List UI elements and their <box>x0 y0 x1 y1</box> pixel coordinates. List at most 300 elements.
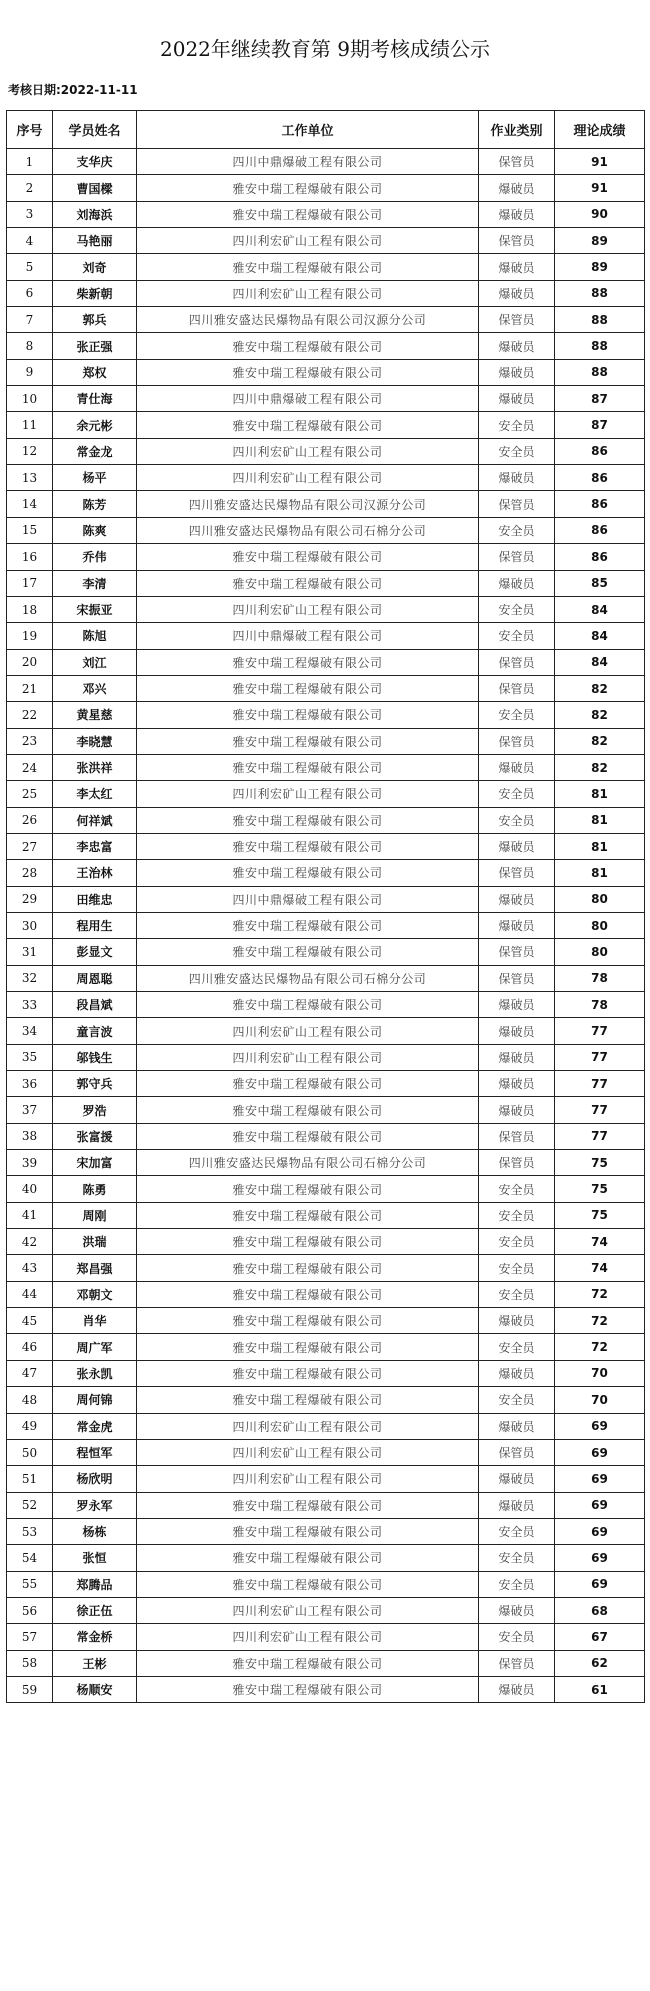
cell-name: 乔伟 <box>53 544 137 570</box>
cell-score: 81 <box>555 833 645 859</box>
cell-unit: 四川中鼎爆破工程有限公司 <box>137 386 479 412</box>
cell-index: 20 <box>7 649 53 675</box>
cell-index: 55 <box>7 1571 53 1597</box>
cell-category: 保管员 <box>479 649 555 675</box>
cell-index: 22 <box>7 702 53 728</box>
cell-unit: 雅安中瑞工程爆破有限公司 <box>137 1334 479 1360</box>
cell-index: 3 <box>7 201 53 227</box>
cell-category: 爆破员 <box>479 833 555 859</box>
cell-score: 82 <box>555 675 645 701</box>
cell-score: 68 <box>555 1597 645 1623</box>
cell-index: 48 <box>7 1387 53 1413</box>
cell-name: 周何锦 <box>53 1387 137 1413</box>
cell-index: 57 <box>7 1624 53 1650</box>
cell-category: 爆破员 <box>479 1018 555 1044</box>
cell-name: 程用生 <box>53 912 137 938</box>
cell-index: 12 <box>7 438 53 464</box>
cell-name: 周广军 <box>53 1334 137 1360</box>
cell-category: 保管员 <box>479 939 555 965</box>
cell-unit: 雅安中瑞工程爆破有限公司 <box>137 728 479 754</box>
cell-unit: 雅安中瑞工程爆破有限公司 <box>137 1545 479 1571</box>
cell-score: 72 <box>555 1334 645 1360</box>
cell-unit: 雅安中瑞工程爆破有限公司 <box>137 1518 479 1544</box>
cell-unit: 雅安中瑞工程爆破有限公司 <box>137 359 479 385</box>
cell-unit: 雅安中瑞工程爆破有限公司 <box>137 992 479 1018</box>
cell-unit: 四川利宏矿山工程有限公司 <box>137 1624 479 1650</box>
cell-name: 刘江 <box>53 649 137 675</box>
cell-unit: 雅安中瑞工程爆破有限公司 <box>137 544 479 570</box>
cell-category: 爆破员 <box>479 570 555 596</box>
table-row <box>7 1545 645 1571</box>
cell-unit: 四川利宏矿山工程有限公司 <box>137 1018 479 1044</box>
cell-index: 31 <box>7 939 53 965</box>
cell-score: 80 <box>555 912 645 938</box>
cell-unit: 雅安中瑞工程爆破有限公司 <box>137 1281 479 1307</box>
cell-index: 44 <box>7 1281 53 1307</box>
cell-score: 69 <box>555 1518 645 1544</box>
table-row <box>7 728 645 754</box>
cell-index: 47 <box>7 1360 53 1386</box>
cell-unit: 雅安中瑞工程爆破有限公司 <box>137 412 479 438</box>
cell-index: 59 <box>7 1676 53 1702</box>
cell-unit: 四川利宏矿山工程有限公司 <box>137 465 479 491</box>
cell-name: 柴新朝 <box>53 280 137 306</box>
cell-score: 91 <box>555 149 645 175</box>
cell-category: 爆破员 <box>479 754 555 780</box>
cell-score: 86 <box>555 438 645 464</box>
cell-category: 爆破员 <box>479 1597 555 1623</box>
cell-category: 安全员 <box>479 412 555 438</box>
cell-index: 41 <box>7 1202 53 1228</box>
cell-index: 53 <box>7 1518 53 1544</box>
header-unit: 工作单位 <box>137 111 479 149</box>
cell-index: 24 <box>7 754 53 780</box>
cell-index: 15 <box>7 517 53 543</box>
cell-category: 安全员 <box>479 1281 555 1307</box>
cell-category: 保管员 <box>479 228 555 254</box>
table-row <box>7 886 645 912</box>
cell-category: 安全员 <box>479 781 555 807</box>
cell-category: 安全员 <box>479 1545 555 1571</box>
table-row <box>7 1518 645 1544</box>
cell-unit: 四川利宏矿山工程有限公司 <box>137 1466 479 1492</box>
scores-table <box>6 110 645 1703</box>
cell-name: 杨欣明 <box>53 1466 137 1492</box>
cell-index: 2 <box>7 175 53 201</box>
cell-name: 张洪祥 <box>53 754 137 780</box>
cell-unit: 四川利宏矿山工程有限公司 <box>137 781 479 807</box>
cell-index: 35 <box>7 1044 53 1070</box>
table-row <box>7 1281 645 1307</box>
cell-score: 74 <box>555 1255 645 1281</box>
cell-index: 45 <box>7 1308 53 1334</box>
cell-unit: 雅安中瑞工程爆破有限公司 <box>137 1097 479 1123</box>
cell-name: 陈勇 <box>53 1176 137 1202</box>
table-row <box>7 1597 645 1623</box>
cell-name: 杨栋 <box>53 1518 137 1544</box>
cell-category: 爆破员 <box>479 201 555 227</box>
cell-index: 18 <box>7 596 53 622</box>
cell-score: 81 <box>555 860 645 886</box>
cell-name: 李晓慧 <box>53 728 137 754</box>
table-row <box>7 1466 645 1492</box>
cell-name: 李太红 <box>53 781 137 807</box>
cell-category: 爆破员 <box>479 1044 555 1070</box>
cell-category: 爆破员 <box>479 912 555 938</box>
cell-index: 51 <box>7 1466 53 1492</box>
cell-unit: 四川雅安盛达民爆物品有限公司石棉分公司 <box>137 1150 479 1176</box>
header-score: 理论成绩 <box>555 111 645 149</box>
cell-score: 81 <box>555 781 645 807</box>
cell-name: 常金虎 <box>53 1413 137 1439</box>
cell-index: 9 <box>7 359 53 385</box>
cell-index: 5 <box>7 254 53 280</box>
cell-unit: 雅安中瑞工程爆破有限公司 <box>137 860 479 886</box>
cell-name: 郭守兵 <box>53 1071 137 1097</box>
cell-category: 爆破员 <box>479 333 555 359</box>
cell-name: 宋加富 <box>53 1150 137 1176</box>
cell-score: 77 <box>555 1123 645 1149</box>
table-row <box>7 438 645 464</box>
cell-index: 38 <box>7 1123 53 1149</box>
cell-name: 余元彬 <box>53 412 137 438</box>
cell-unit: 四川利宏矿山工程有限公司 <box>137 280 479 306</box>
cell-category: 爆破员 <box>479 175 555 201</box>
cell-index: 42 <box>7 1229 53 1255</box>
table-body <box>7 149 645 1703</box>
cell-category: 爆破员 <box>479 1360 555 1386</box>
cell-score: 69 <box>555 1571 645 1597</box>
cell-index: 29 <box>7 886 53 912</box>
cell-category: 安全员 <box>479 1334 555 1360</box>
cell-category: 保管员 <box>479 1439 555 1465</box>
cell-unit: 雅安中瑞工程爆破有限公司 <box>137 1123 479 1149</box>
cell-name: 曹国樑 <box>53 175 137 201</box>
page-title: 2022年继续教育第 9期考核成绩公示 <box>160 37 490 61</box>
cell-name: 郭兵 <box>53 307 137 333</box>
cell-unit: 四川利宏矿山工程有限公司 <box>137 1413 479 1439</box>
cell-index: 26 <box>7 807 53 833</box>
table-row <box>7 175 645 201</box>
cell-name: 何祥斌 <box>53 807 137 833</box>
cell-score: 82 <box>555 728 645 754</box>
cell-category: 安全员 <box>479 1571 555 1597</box>
cell-index: 33 <box>7 992 53 1018</box>
cell-unit: 四川利宏矿山工程有限公司 <box>137 438 479 464</box>
cell-unit: 雅安中瑞工程爆破有限公司 <box>137 912 479 938</box>
cell-unit: 四川中鼎爆破工程有限公司 <box>137 149 479 175</box>
cell-category: 安全员 <box>479 1176 555 1202</box>
table-row <box>7 1071 645 1097</box>
cell-name: 彭显文 <box>53 939 137 965</box>
table-row <box>7 1176 645 1202</box>
cell-category: 保管员 <box>479 965 555 991</box>
cell-score: 88 <box>555 280 645 306</box>
cell-index: 36 <box>7 1071 53 1097</box>
table-row <box>7 807 645 833</box>
table-row <box>7 1150 645 1176</box>
cell-score: 78 <box>555 992 645 1018</box>
cell-index: 19 <box>7 623 53 649</box>
cell-score: 75 <box>555 1176 645 1202</box>
cell-name: 洪瑞 <box>53 1229 137 1255</box>
cell-score: 86 <box>555 491 645 517</box>
cell-score: 77 <box>555 1097 645 1123</box>
cell-unit: 雅安中瑞工程爆破有限公司 <box>137 1229 479 1255</box>
cell-score: 78 <box>555 965 645 991</box>
table-row <box>7 1018 645 1044</box>
cell-category: 爆破员 <box>479 254 555 280</box>
cell-name: 李忠富 <box>53 833 137 859</box>
table-row <box>7 280 645 306</box>
cell-index: 27 <box>7 833 53 859</box>
table-row <box>7 1044 645 1070</box>
cell-score: 77 <box>555 1044 645 1070</box>
cell-unit: 四川雅安盛达民爆物品有限公司汉源分公司 <box>137 307 479 333</box>
header-name: 学员姓名 <box>53 111 137 149</box>
cell-unit: 雅安中瑞工程爆破有限公司 <box>137 939 479 965</box>
cell-unit: 雅安中瑞工程爆破有限公司 <box>137 1202 479 1228</box>
cell-index: 21 <box>7 675 53 701</box>
cell-score: 72 <box>555 1308 645 1334</box>
cell-score: 70 <box>555 1387 645 1413</box>
cell-unit: 雅安中瑞工程爆破有限公司 <box>137 649 479 675</box>
cell-unit: 雅安中瑞工程爆破有限公司 <box>137 333 479 359</box>
cell-unit: 雅安中瑞工程爆破有限公司 <box>137 1676 479 1702</box>
cell-category: 爆破员 <box>479 992 555 1018</box>
cell-unit: 雅安中瑞工程爆破有限公司 <box>137 1255 479 1281</box>
cell-score: 69 <box>555 1413 645 1439</box>
cell-score: 67 <box>555 1624 645 1650</box>
cell-name: 肖华 <box>53 1308 137 1334</box>
table-row <box>7 1360 645 1386</box>
cell-score: 82 <box>555 702 645 728</box>
header-category: 作业类别 <box>479 111 555 149</box>
cell-score: 61 <box>555 1676 645 1702</box>
cell-score: 86 <box>555 465 645 491</box>
table-row <box>7 544 645 570</box>
cell-index: 43 <box>7 1255 53 1281</box>
cell-unit: 雅安中瑞工程爆破有限公司 <box>137 1492 479 1518</box>
table-row <box>7 1650 645 1676</box>
cell-name: 陈旭 <box>53 623 137 649</box>
cell-name: 邬钱生 <box>53 1044 137 1070</box>
table-row <box>7 833 645 859</box>
cell-score: 84 <box>555 649 645 675</box>
cell-category: 保管员 <box>479 860 555 886</box>
table-row <box>7 254 645 280</box>
cell-score: 69 <box>555 1439 645 1465</box>
table-row <box>7 412 645 438</box>
cell-unit: 雅安中瑞工程爆破有限公司 <box>137 175 479 201</box>
table-row <box>7 1571 645 1597</box>
cell-index: 37 <box>7 1097 53 1123</box>
cell-category: 保管员 <box>479 675 555 701</box>
cell-name: 邓朝文 <box>53 1281 137 1307</box>
cell-unit: 雅安中瑞工程爆破有限公司 <box>137 1360 479 1386</box>
cell-name: 李清 <box>53 570 137 596</box>
cell-unit: 雅安中瑞工程爆破有限公司 <box>137 1387 479 1413</box>
cell-index: 13 <box>7 465 53 491</box>
cell-unit: 雅安中瑞工程爆破有限公司 <box>137 675 479 701</box>
cell-score: 87 <box>555 386 645 412</box>
table-row <box>7 359 645 385</box>
cell-score: 89 <box>555 228 645 254</box>
cell-name: 郑昌强 <box>53 1255 137 1281</box>
cell-score: 82 <box>555 754 645 780</box>
cell-score: 80 <box>555 886 645 912</box>
cell-index: 58 <box>7 1650 53 1676</box>
table-row <box>7 860 645 886</box>
cell-category: 安全员 <box>479 623 555 649</box>
cell-index: 14 <box>7 491 53 517</box>
cell-category: 爆破员 <box>479 1071 555 1097</box>
cell-score: 77 <box>555 1071 645 1097</box>
cell-index: 54 <box>7 1545 53 1571</box>
cell-name: 王彬 <box>53 1650 137 1676</box>
cell-score: 88 <box>555 333 645 359</box>
cell-name: 段昌斌 <box>53 992 137 1018</box>
cell-unit: 雅安中瑞工程爆破有限公司 <box>137 570 479 596</box>
cell-unit: 雅安中瑞工程爆破有限公司 <box>137 754 479 780</box>
table-row <box>7 1492 645 1518</box>
cell-index: 30 <box>7 912 53 938</box>
cell-name: 田维忠 <box>53 886 137 912</box>
cell-category: 安全员 <box>479 1518 555 1544</box>
cell-name: 黄星慈 <box>53 702 137 728</box>
cell-unit: 四川雅安盛达民爆物品有限公司石棉分公司 <box>137 965 479 991</box>
cell-unit: 四川中鼎爆破工程有限公司 <box>137 623 479 649</box>
cell-name: 程恒军 <box>53 1439 137 1465</box>
table-row <box>7 149 645 175</box>
cell-name: 宋振亚 <box>53 596 137 622</box>
table-row <box>7 1255 645 1281</box>
table-row <box>7 517 645 543</box>
cell-unit: 雅安中瑞工程爆破有限公司 <box>137 1650 479 1676</box>
table-row <box>7 1123 645 1149</box>
cell-index: 7 <box>7 307 53 333</box>
table-row <box>7 596 645 622</box>
cell-score: 88 <box>555 359 645 385</box>
cell-category: 爆破员 <box>479 386 555 412</box>
cell-unit: 四川利宏矿山工程有限公司 <box>137 1597 479 1623</box>
cell-category: 保管员 <box>479 1650 555 1676</box>
cell-name: 童言波 <box>53 1018 137 1044</box>
table-header-row <box>7 111 645 149</box>
cell-category: 保管员 <box>479 307 555 333</box>
cell-category: 安全员 <box>479 438 555 464</box>
cell-name: 邓兴 <box>53 675 137 701</box>
table-row <box>7 675 645 701</box>
cell-index: 23 <box>7 728 53 754</box>
cell-score: 86 <box>555 517 645 543</box>
cell-name: 杨平 <box>53 465 137 491</box>
cell-index: 1 <box>7 149 53 175</box>
cell-category: 爆破员 <box>479 1466 555 1492</box>
cell-index: 56 <box>7 1597 53 1623</box>
cell-category: 安全员 <box>479 807 555 833</box>
cell-category: 安全员 <box>479 596 555 622</box>
cell-category: 安全员 <box>479 1255 555 1281</box>
cell-score: 90 <box>555 201 645 227</box>
cell-unit: 四川利宏矿山工程有限公司 <box>137 228 479 254</box>
cell-unit: 四川利宏矿山工程有限公司 <box>137 1439 479 1465</box>
cell-name: 陈爽 <box>53 517 137 543</box>
table-row <box>7 570 645 596</box>
table-row <box>7 465 645 491</box>
cell-score: 75 <box>555 1202 645 1228</box>
cell-unit: 雅安中瑞工程爆破有限公司 <box>137 201 479 227</box>
cell-category: 保管员 <box>479 728 555 754</box>
cell-category: 保管员 <box>479 1150 555 1176</box>
cell-name: 徐正伍 <box>53 1597 137 1623</box>
table-row <box>7 201 645 227</box>
table-row <box>7 228 645 254</box>
table-row <box>7 912 645 938</box>
table-row <box>7 1308 645 1334</box>
cell-index: 10 <box>7 386 53 412</box>
cell-unit: 四川雅安盛达民爆物品有限公司石棉分公司 <box>137 517 479 543</box>
cell-name: 罗永军 <box>53 1492 137 1518</box>
cell-index: 17 <box>7 570 53 596</box>
table-row <box>7 1202 645 1228</box>
cell-score: 89 <box>555 254 645 280</box>
cell-name: 张永凯 <box>53 1360 137 1386</box>
cell-unit: 雅安中瑞工程爆破有限公司 <box>137 1571 479 1597</box>
table-row <box>7 939 645 965</box>
cell-index: 4 <box>7 228 53 254</box>
cell-category: 爆破员 <box>479 1413 555 1439</box>
cell-name: 郑腾品 <box>53 1571 137 1597</box>
cell-category: 保管员 <box>479 1123 555 1149</box>
table-row <box>7 992 645 1018</box>
cell-score: 80 <box>555 939 645 965</box>
table-row <box>7 781 645 807</box>
cell-score: 77 <box>555 1018 645 1044</box>
cell-index: 52 <box>7 1492 53 1518</box>
cell-category: 爆破员 <box>479 359 555 385</box>
cell-score: 91 <box>555 175 645 201</box>
table-row <box>7 1097 645 1123</box>
cell-category: 爆破员 <box>479 1676 555 1702</box>
exam-date: 考核日期:2022-11-11 <box>8 83 138 97</box>
cell-name: 刘奇 <box>53 254 137 280</box>
table-row <box>7 1413 645 1439</box>
cell-category: 安全员 <box>479 1202 555 1228</box>
cell-unit: 雅安中瑞工程爆破有限公司 <box>137 1176 479 1202</box>
cell-score: 85 <box>555 570 645 596</box>
cell-index: 28 <box>7 860 53 886</box>
cell-category: 爆破员 <box>479 886 555 912</box>
cell-index: 40 <box>7 1176 53 1202</box>
cell-name: 周刚 <box>53 1202 137 1228</box>
cell-unit: 四川利宏矿山工程有限公司 <box>137 1044 479 1070</box>
cell-unit: 雅安中瑞工程爆破有限公司 <box>137 1071 479 1097</box>
cell-unit: 雅安中瑞工程爆破有限公司 <box>137 807 479 833</box>
table-row <box>7 623 645 649</box>
table-row <box>7 307 645 333</box>
table-row <box>7 386 645 412</box>
cell-score: 81 <box>555 807 645 833</box>
cell-score: 88 <box>555 307 645 333</box>
table-row <box>7 491 645 517</box>
cell-name: 陈芳 <box>53 491 137 517</box>
cell-name: 郑权 <box>53 359 137 385</box>
cell-score: 69 <box>555 1545 645 1571</box>
cell-index: 39 <box>7 1150 53 1176</box>
table-row <box>7 649 645 675</box>
cell-score: 74 <box>555 1229 645 1255</box>
